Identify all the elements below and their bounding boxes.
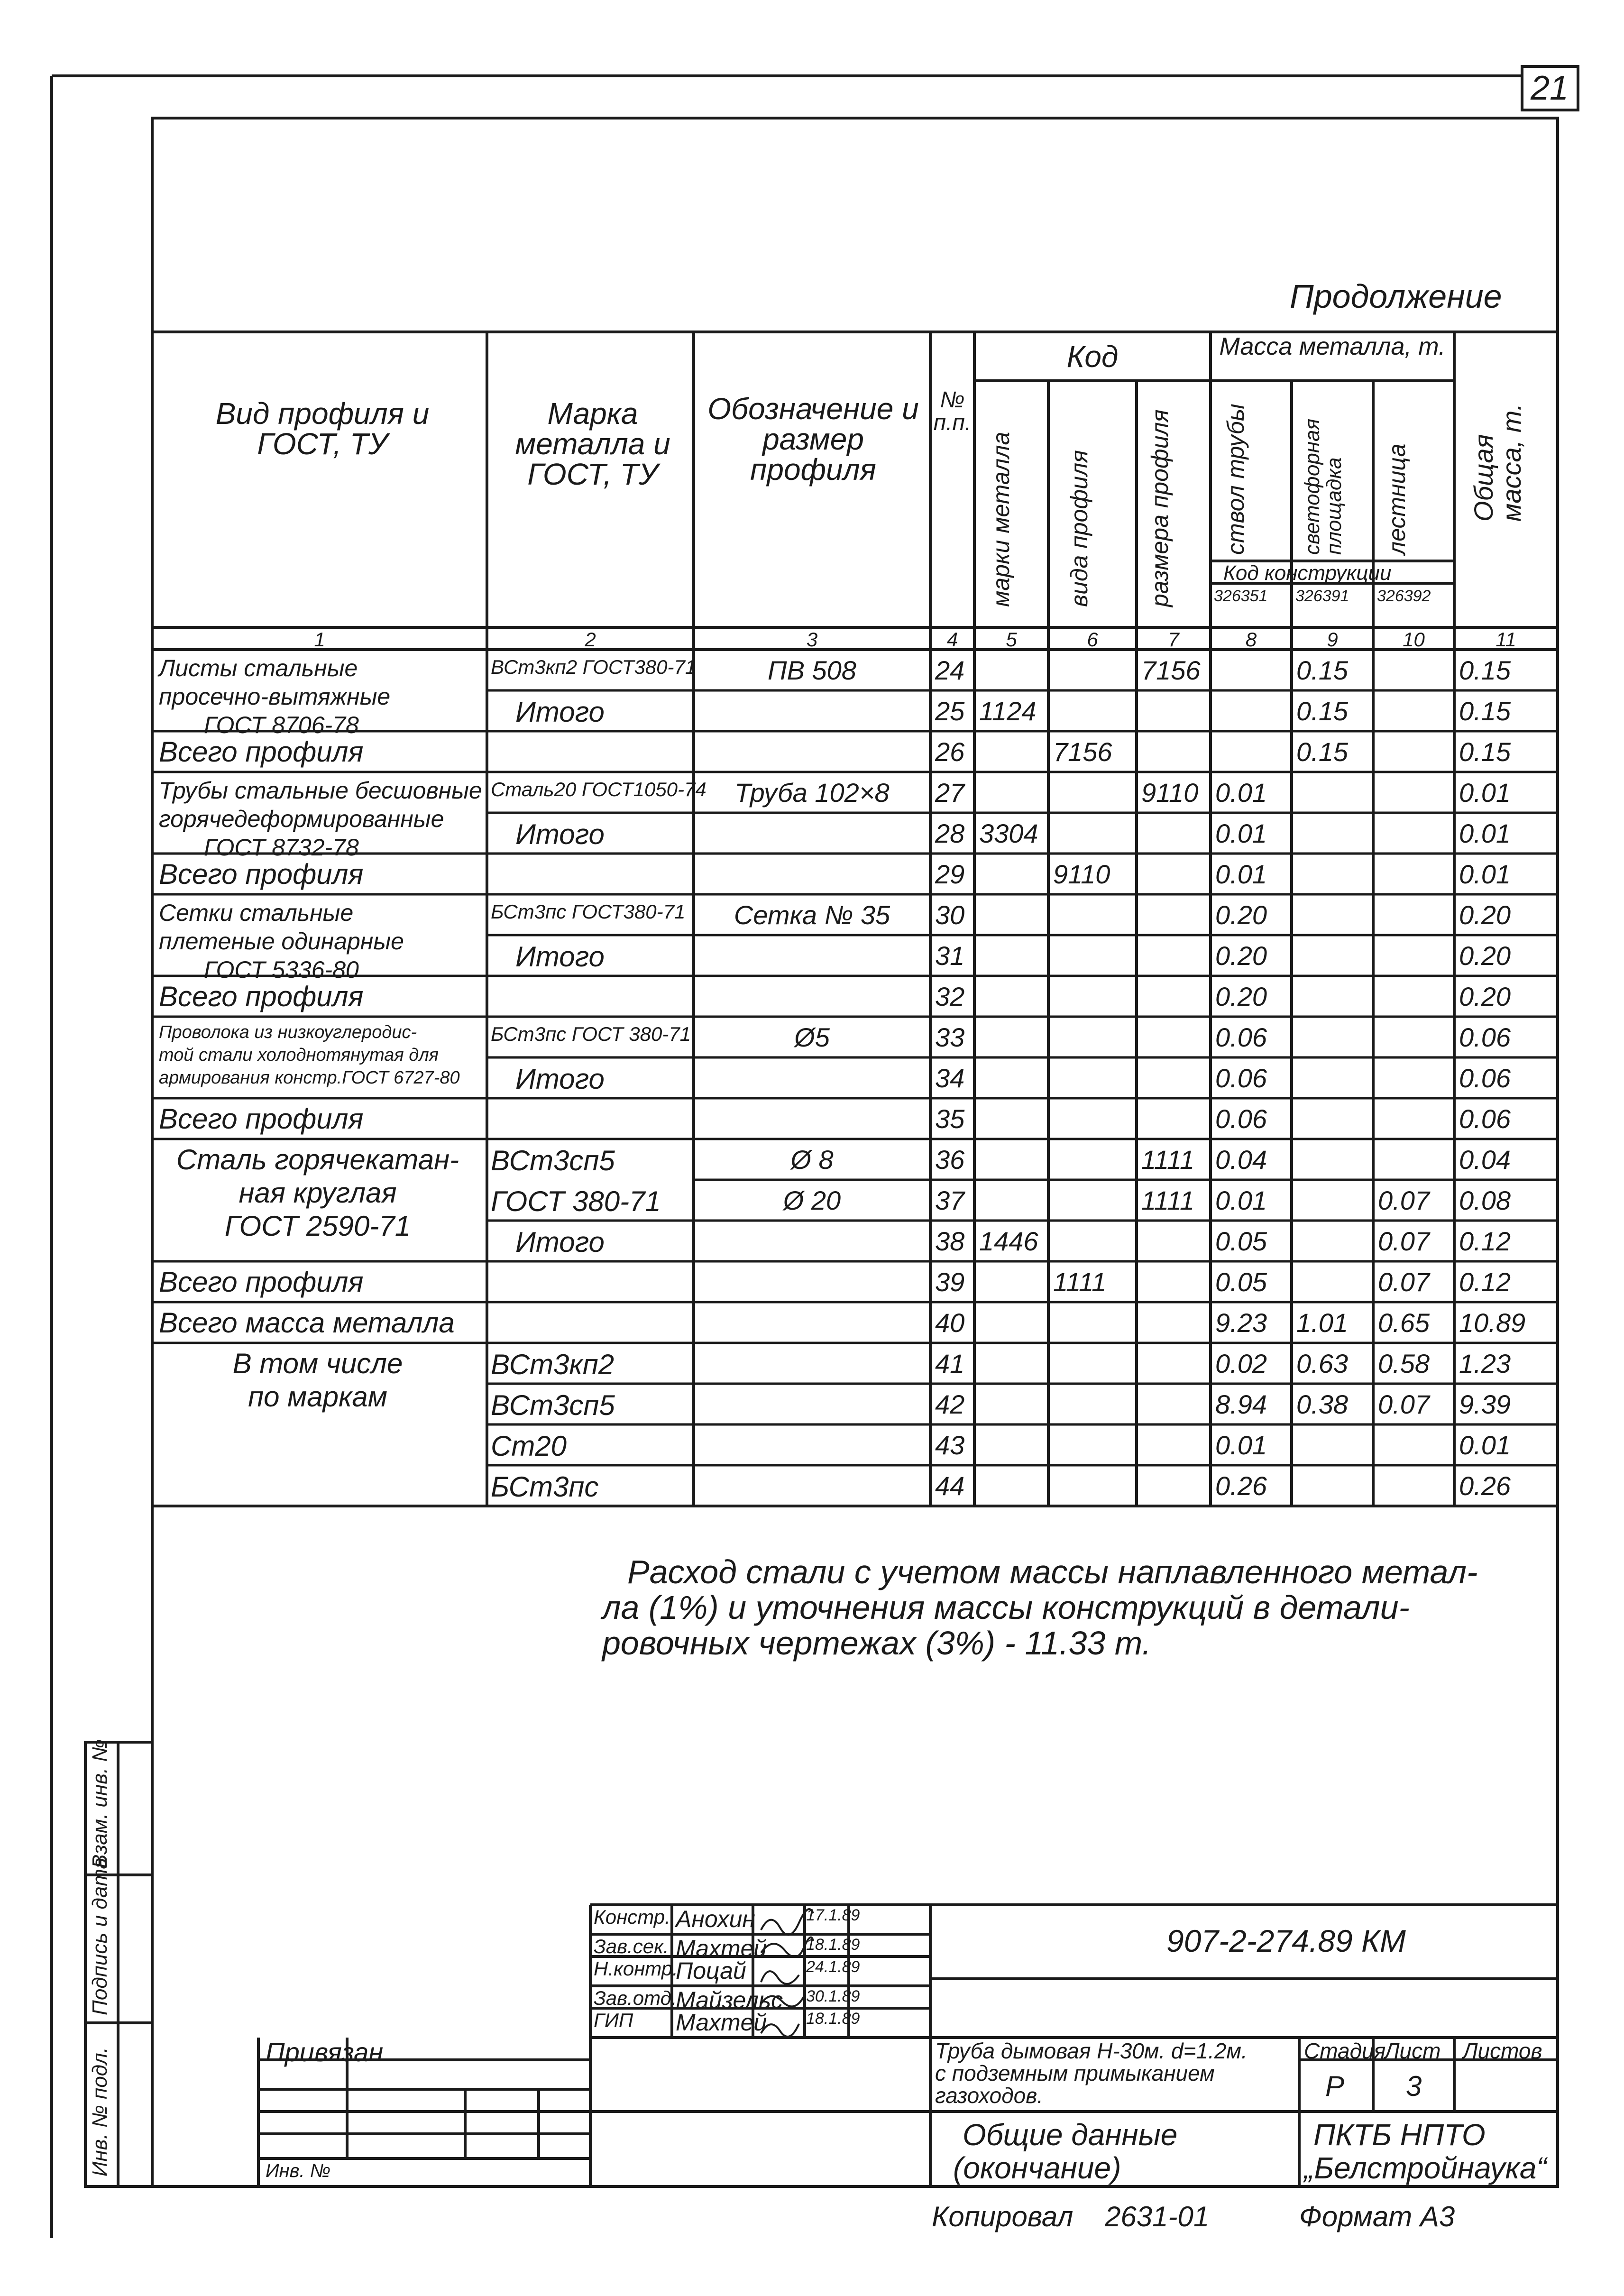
value-cell: 3304 xyxy=(979,818,1038,848)
value-cell: 0.63 xyxy=(1296,1349,1348,1378)
profile-type-line: ГОСТ 2590-71 xyxy=(224,1210,411,1242)
value-cell: 0.01 xyxy=(1215,1185,1267,1215)
value-cell: 0.20 xyxy=(1215,982,1267,1011)
object-title-line: Труба дымовая Н-30м. d=1.2м. xyxy=(935,2039,1248,2063)
metal-grade-cell: ВСт3сп5 xyxy=(491,1145,615,1176)
signatory-date: 18.1.89 xyxy=(806,2010,860,2028)
signatory-name: Поцай xyxy=(676,1957,746,1984)
value-cell: 9.39 xyxy=(1459,1389,1511,1419)
value-cell: 0.01 xyxy=(1215,778,1267,808)
footer-format: Формат А3 xyxy=(1299,2201,1455,2232)
value-cell: 0.06 xyxy=(1215,1022,1267,1052)
metal-grade-cell: БСт3пс xyxy=(491,1471,599,1503)
value-cell: 0.20 xyxy=(1215,900,1267,930)
value-cell: 0.08 xyxy=(1459,1185,1511,1215)
designation-cell: Труба 102×8 xyxy=(734,778,890,808)
value-cell: 8.94 xyxy=(1215,1389,1267,1419)
construction-code-2: 326391 xyxy=(1295,587,1349,605)
sign-date-label: Подпись и дата xyxy=(88,1857,111,2015)
value-cell: 0.20 xyxy=(1459,982,1511,1011)
value-cell: 1111 xyxy=(1141,1145,1195,1175)
profile-type-line: ГОСТ 8732-78 xyxy=(204,834,359,861)
value-cell: 0.01 xyxy=(1459,1430,1511,1460)
designation-cell: Сетка № 35 xyxy=(734,900,890,930)
value-cell: 0.15 xyxy=(1296,655,1348,685)
value-cell: 0.15 xyxy=(1296,696,1348,726)
column-number: 10 xyxy=(1403,628,1425,651)
row-number-cell: 37 xyxy=(935,1185,965,1215)
footer-copied: Копировал xyxy=(932,2201,1073,2232)
value-cell: 0.01 xyxy=(1459,818,1511,848)
profile-type-line: Трубы стальные бесшовные xyxy=(159,777,482,804)
replace-inventory-label: Взам. инв. № xyxy=(88,1739,111,1868)
object-title-line: газоходов. xyxy=(935,2083,1044,2108)
profile-type-line: по маркам xyxy=(248,1381,387,1413)
metal-grade-cell: ГОСТ 380-71 xyxy=(491,1185,661,1217)
construction-code-3: 326392 xyxy=(1377,587,1431,605)
stage-label: Стадия xyxy=(1304,2039,1386,2063)
metal-grade-cell: Сталь20 ГОСТ1050-74 xyxy=(491,778,706,800)
value-cell: 0.01 xyxy=(1459,778,1511,808)
organization-line: „Белстройнаука“ xyxy=(1304,2151,1547,2185)
profile-type-line: Проволока из низкоуглеродис- xyxy=(159,1022,417,1042)
value-cell: 0.05 xyxy=(1215,1267,1267,1297)
header-profile-type: Вид профиля и ГОСТ, ТУ xyxy=(215,396,430,461)
value-cell: 0.15 xyxy=(1459,655,1511,685)
signatory-role: Зав.отд. xyxy=(594,1987,677,2009)
profile-type-line: той стали холоднотянутая для xyxy=(159,1045,439,1065)
profile-type-line: армирования констр.ГОСТ 6727-80 xyxy=(159,1068,460,1088)
metal-grade-cell: Итого xyxy=(515,696,605,728)
profile-type-line: Всего масса металла xyxy=(159,1307,455,1339)
profile-type-line: плетеные одинарные xyxy=(159,928,404,955)
value-cell: 0.06 xyxy=(1215,1063,1267,1093)
row-number-cell: 43 xyxy=(935,1430,965,1460)
row-number-cell: 35 xyxy=(935,1104,965,1134)
designation-cell: Ø 20 xyxy=(783,1185,841,1215)
profile-type-line: Всего профиля xyxy=(159,858,364,890)
header-mass-shaft: ствол трубы xyxy=(1222,404,1249,555)
value-cell: 10.89 xyxy=(1459,1308,1526,1338)
value-cell: 0.02 xyxy=(1215,1349,1267,1378)
value-cell: 7156 xyxy=(1053,737,1112,767)
header-code-group: Код xyxy=(1066,340,1119,374)
designation-cell: ПВ 508 xyxy=(768,655,856,685)
signatory-role: ГИП xyxy=(594,2009,633,2031)
row-number-cell: 27 xyxy=(935,778,965,808)
sheet-title-line: (окончание) xyxy=(953,2151,1121,2185)
stage-value: Р xyxy=(1325,2070,1345,2102)
value-cell: 0.01 xyxy=(1215,859,1267,889)
column-number: 3 xyxy=(806,628,818,651)
column-number: 8 xyxy=(1245,628,1257,651)
column-number: 1 xyxy=(314,628,325,651)
profile-type-line: Всего профиля xyxy=(159,981,364,1012)
row-number-cell: 34 xyxy=(935,1063,965,1093)
attached-label: Привязан xyxy=(266,2037,384,2067)
value-cell: 1111 xyxy=(1053,1267,1107,1297)
signatory-name: Махтей xyxy=(676,2009,767,2036)
value-cell: 0.65 xyxy=(1378,1308,1430,1338)
profile-type-line: ная круглая xyxy=(239,1177,397,1209)
value-cell: 0.06 xyxy=(1215,1104,1267,1134)
sheet-label: Лист xyxy=(1385,2039,1441,2063)
designation-cell: Ø5 xyxy=(794,1022,830,1052)
header-designation: Обозначение и размер профиля xyxy=(707,392,919,487)
signatory-role: Констр. xyxy=(594,1906,670,1928)
document-code: 907-2-274.89 КМ xyxy=(1166,1923,1406,1958)
column-number: 11 xyxy=(1496,628,1516,651)
profile-type-line: Сетки стальные xyxy=(159,900,354,926)
value-cell: 9110 xyxy=(1053,859,1110,889)
continuation-label: Продолжение xyxy=(1290,278,1502,315)
value-cell: 0.07 xyxy=(1378,1267,1430,1297)
row-number-cell: 32 xyxy=(935,982,965,1011)
sheets-label: Листов xyxy=(1463,2039,1542,2063)
value-cell: 0.06 xyxy=(1459,1063,1511,1093)
row-number-cell: 30 xyxy=(935,900,965,930)
value-cell: 0.06 xyxy=(1459,1022,1511,1052)
note-line: ровочных чертежах (3%) - 11.33 т. xyxy=(602,1625,1151,1662)
value-cell: 0.26 xyxy=(1459,1471,1511,1501)
value-cell: 0.04 xyxy=(1459,1145,1511,1175)
construction-code-1: 326351 xyxy=(1214,587,1268,605)
value-cell: 0.07 xyxy=(1378,1185,1430,1215)
value-cell: 9.23 xyxy=(1215,1308,1267,1338)
signatory-date: 18.1.89 xyxy=(806,1936,860,1954)
row-number-cell: 41 xyxy=(935,1349,965,1378)
column-number: 6 xyxy=(1087,628,1098,651)
value-cell: 0.15 xyxy=(1459,737,1511,767)
metal-grade-cell: Итого xyxy=(515,1063,605,1095)
value-cell: 0.12 xyxy=(1459,1226,1511,1256)
value-cell: 0.26 xyxy=(1215,1471,1267,1501)
header-mass-platform: светофорная площадка xyxy=(1301,419,1346,555)
header-mass-ladder: лестница xyxy=(1384,443,1410,555)
header-mass-group: Масса металла, т. xyxy=(1219,333,1446,360)
row-number-cell: 44 xyxy=(935,1471,965,1501)
designation-cell: Ø 8 xyxy=(790,1145,834,1175)
metal-grade-cell: Итого xyxy=(515,941,605,973)
original-inventory-label: Инв. № подл. xyxy=(88,2047,111,2177)
organization-line: ПКТБ НПТО xyxy=(1313,2118,1486,2152)
value-cell: 1.23 xyxy=(1459,1349,1511,1378)
metal-grade-cell: Ст20 xyxy=(491,1430,567,1462)
header-code-size: размера профиля xyxy=(1147,409,1173,607)
value-cell: 0.01 xyxy=(1215,818,1267,848)
value-cell: 1111 xyxy=(1141,1185,1195,1215)
value-cell: 0.01 xyxy=(1215,1430,1267,1460)
profile-type-line: В том числе xyxy=(232,1348,403,1379)
value-cell: 1.01 xyxy=(1296,1308,1348,1338)
signatory-role: Н.контр. xyxy=(594,1957,678,1980)
metal-grade-cell: БСт3пс ГОСТ 380-71 xyxy=(491,1023,691,1045)
metal-grade-cell: ВСт3кп2 xyxy=(491,1349,615,1380)
signatory-name: Махтей xyxy=(676,1935,767,1962)
value-cell: 0.15 xyxy=(1296,737,1348,767)
row-number-cell: 38 xyxy=(935,1226,965,1256)
footer-copy-number: 2631-01 xyxy=(1105,2201,1210,2232)
value-cell: 1124 xyxy=(979,696,1037,726)
object-title-line: с подземным примыканием xyxy=(935,2061,1215,2085)
note-line: ла (1%) и уточнения массы конструкций в детали- xyxy=(602,1589,1410,1626)
header-metal-grade: Марка металла и ГОСТ, ТУ xyxy=(515,396,670,491)
value-cell: 0.20 xyxy=(1459,900,1511,930)
value-cell: 0.06 xyxy=(1459,1104,1511,1134)
column-number: 9 xyxy=(1327,628,1338,651)
row-number-cell: 29 xyxy=(935,859,965,889)
header-construction-code: Код конструкции xyxy=(1223,561,1392,585)
metal-grade-cell: Итого xyxy=(515,1226,605,1258)
value-cell: 1446 xyxy=(979,1226,1038,1256)
value-cell: 0.07 xyxy=(1378,1389,1430,1419)
profile-type-line: Всего профиля xyxy=(159,1266,364,1298)
header-code-metal: марки металла xyxy=(988,432,1014,607)
value-cell: 0.12 xyxy=(1459,1267,1511,1297)
signatory-date: 17.1.89 xyxy=(806,1906,860,1924)
value-cell: 0.58 xyxy=(1378,1349,1430,1378)
row-number-cell: 24 xyxy=(935,655,965,685)
profile-type-line: горячедеформированные xyxy=(159,806,444,832)
metal-grade-cell: БСт3пс ГОСТ380-71 xyxy=(491,900,686,923)
metal-grade-cell: ВСт3сп5 xyxy=(491,1389,615,1421)
signatory-date: 30.1.89 xyxy=(806,1987,860,2005)
row-number-cell: 28 xyxy=(935,818,965,848)
row-number-cell: 36 xyxy=(935,1145,965,1175)
value-cell: 0.01 xyxy=(1459,859,1511,889)
profile-type-line: ГОСТ 5336-80 xyxy=(204,956,359,983)
profile-type-line: Листы стальные xyxy=(159,655,358,681)
value-cell: 0.20 xyxy=(1459,941,1511,971)
row-number-cell: 40 xyxy=(935,1308,965,1338)
header-total-mass: Общая масса, т. xyxy=(1468,403,1526,522)
column-number: 4 xyxy=(946,628,958,651)
inventory-label: Инв. № xyxy=(266,2160,331,2181)
value-cell: 0.05 xyxy=(1215,1226,1267,1256)
column-number: 7 xyxy=(1168,628,1179,651)
row-number-cell: 33 xyxy=(935,1022,965,1052)
signatory-role: Зав.сек. xyxy=(594,1935,669,1957)
header-row-number: № п.п. xyxy=(933,387,972,435)
metal-grade-cell: Итого xyxy=(515,818,605,850)
row-number-cell: 26 xyxy=(935,737,965,767)
sheet-value: 3 xyxy=(1406,2070,1422,2102)
profile-type-line: Всего профиля xyxy=(159,736,364,768)
row-number-cell: 25 xyxy=(935,696,965,726)
row-number-cell: 31 xyxy=(935,941,965,971)
profile-type-line: Сталь горячекатан- xyxy=(176,1144,459,1176)
profile-type-line: просечно-вытяжные xyxy=(159,683,391,710)
signature-3 xyxy=(761,1971,799,1984)
value-cell: 0.38 xyxy=(1296,1389,1348,1419)
column-number: 5 xyxy=(1006,628,1017,651)
value-cell: 0.15 xyxy=(1459,696,1511,726)
sheet-title-line: Общие данные xyxy=(963,2118,1178,2152)
profile-type-line: Всего профиля xyxy=(159,1103,364,1135)
note-line: Расход стали с учетом массы наплавленного метал- xyxy=(627,1553,1478,1590)
row-number-cell: 39 xyxy=(935,1267,965,1297)
value-cell: 0.04 xyxy=(1215,1145,1267,1175)
signatory-name: Майзельс xyxy=(676,1987,783,2013)
row-number-cell: 42 xyxy=(935,1389,965,1419)
column-number: 2 xyxy=(585,628,596,651)
signatory-date: 24.1.89 xyxy=(806,1958,860,1976)
value-cell: 0.07 xyxy=(1378,1226,1430,1256)
header-code-profile: вида профиля xyxy=(1066,450,1092,607)
value-cell: 7156 xyxy=(1141,655,1201,685)
value-cell: 9110 xyxy=(1141,778,1199,808)
signatory-name: Анохин xyxy=(676,1906,755,1932)
page-number: 21 xyxy=(1531,69,1569,107)
value-cell: 0.20 xyxy=(1215,941,1267,971)
profile-type-line: ГОСТ 8706-78 xyxy=(204,712,359,738)
metal-grade-cell: ВСт3кп2 ГОСТ380-71 xyxy=(491,656,697,678)
